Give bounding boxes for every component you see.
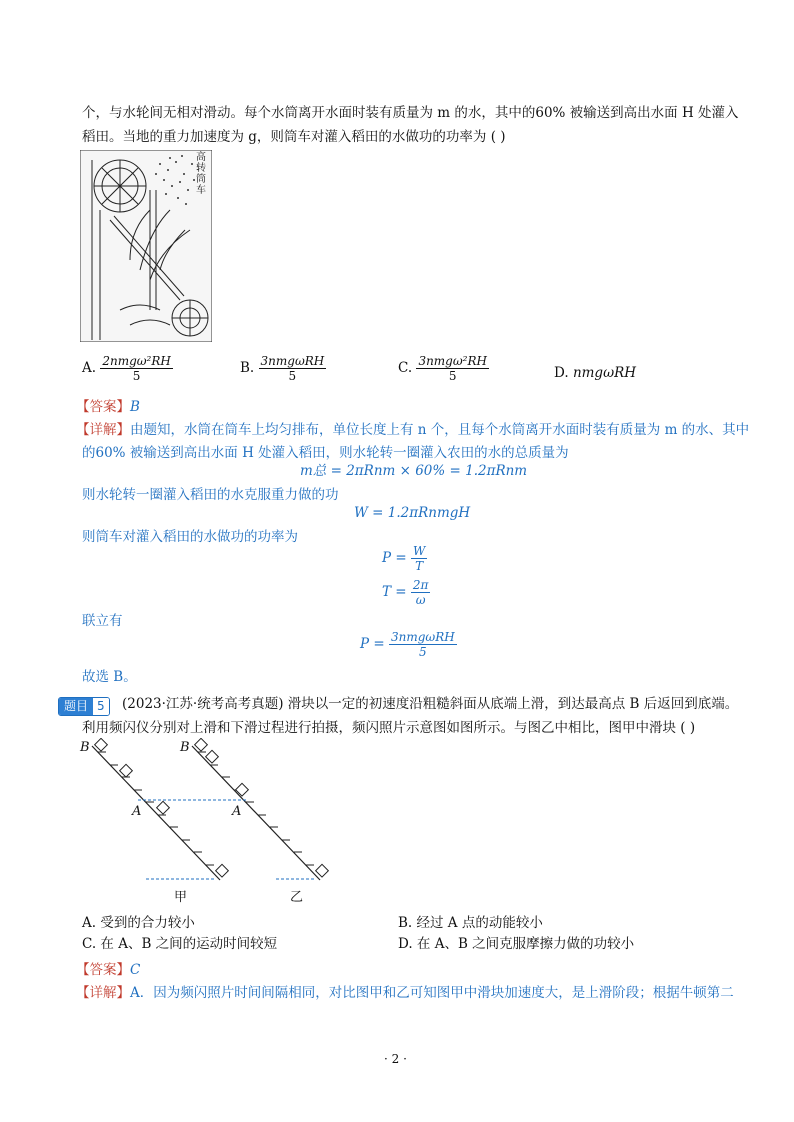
q4-option-c-label: C. (398, 360, 413, 376)
q4-option-b-label: B. (240, 360, 255, 376)
q4-equation-3 (382, 544, 427, 573)
q4-option-c-den: 5 (448, 369, 457, 383)
q4-detail-line6: 故选 B。 (82, 669, 137, 685)
q5-detail-line1 (76, 984, 734, 1002)
q4-detail-line3: 则水轮转一圈灌入稻田的水克服重力做的功 (82, 487, 339, 503)
q4-eq3-frac (411, 544, 427, 573)
q4-option-d-label: D. (554, 365, 569, 381)
q5-detail-text1: A．因为频闪照片时间间隔相同，对比图甲和乙可知图甲中滑块加速度大，是上滑阶段；根据牛顿第二 (130, 985, 734, 1001)
q4-detail-line1 (76, 421, 749, 439)
q4-option-b-den: 5 (288, 369, 297, 383)
fig-label-b-jia: B (80, 740, 90, 755)
q4-option-d-text: nmgωRH (572, 365, 637, 381)
q5-badge (58, 695, 110, 716)
q4-equation-5 (360, 630, 457, 659)
q4-eq4-lhs: T = (382, 584, 407, 600)
fig-label-a-jia: A (132, 804, 142, 819)
q4-eq4-num: 2π (412, 578, 429, 592)
fig-label-b-yi: B (180, 740, 190, 755)
q4-detail-line2: 的60% 被输送到高出水面 H 处灌入稻田，则水轮转一圈灌入农田的水的总质量为 (82, 445, 569, 461)
q4-eq5-num: 3nmgωRH (390, 630, 455, 644)
fig-caption-yi: 乙 (290, 890, 304, 905)
q4-option-a-label: A. (82, 360, 97, 376)
q4-detail-line5: 联立有 (82, 613, 123, 629)
q5-text-line2: 利用频闪仪分别对上滑和下滑过程进行拍摄，频闪照片示意图如图所示。与图乙中相比，图甲中滑块 ( ) (82, 720, 696, 736)
q5-detail-tag: 【详解】 (76, 985, 130, 1001)
q5-badge-number: 5 (93, 698, 109, 715)
q4-answer (76, 398, 140, 416)
q4-eq3-num: W (412, 544, 426, 558)
q5-badge-label: 题目 (59, 698, 93, 715)
q4-eq3-den: T (415, 559, 424, 573)
q4-option-a-frac (100, 354, 173, 383)
q4-detail-line4: 则筒车对灌入稻田的水做功的功率为 (82, 529, 298, 545)
q4-option-c-frac (416, 354, 489, 383)
q5-option-c[interactable]: C. 在 A、B 之间的运动时间较短 (82, 936, 278, 952)
q5-option-b[interactable]: B. 经过 A 点的动能较小 (398, 915, 543, 931)
fig-label-a-yi: A (232, 804, 242, 819)
q4-eq4-frac (411, 578, 431, 607)
q4-detail-text1: 由题知，水筒在筒车上均匀排布，单位长度上有 n 个，且每个水筒离开水面时装有质量为 m 的水、其中 (130, 422, 750, 438)
q4-option-b-num: 3nmgωRH (260, 354, 325, 368)
q5-answer (76, 961, 140, 979)
q4-equation-2: W = 1.2πRnmgH (354, 505, 471, 521)
q5-figure (80, 738, 340, 904)
q4-text-line2: 稻田。当地的重力加速度为 g，则筒车对灌入稻田的水做功的功率为 ( ) (82, 129, 506, 145)
q5-answer-tag: 【答案】 (76, 962, 130, 978)
q4-text-line1: 个，与水轮间无相对滑动。每个水筒离开水面时装有质量为 m 的水，其中的60% 被输送到高出水面 H 处灌入 (82, 105, 739, 121)
q4-answer-tag: 【答案】 (76, 399, 130, 415)
page-number: · 2 · (384, 1052, 407, 1066)
q4-option-a-den: 5 (132, 369, 141, 383)
waterwheel-illustration (80, 150, 212, 342)
q4-option-c[interactable] (398, 354, 489, 383)
q4-option-b[interactable] (240, 354, 326, 383)
q4-eq5-lhs: P = (360, 636, 385, 652)
q4-option-a-num: 2nmgω²RH (102, 354, 171, 368)
q5-option-a[interactable]: A. 受到的合力较小 (82, 915, 195, 931)
q4-option-b-frac (259, 354, 327, 383)
q5-text-line1: (2023·江苏·统考高考真题) 滑块以一定的初速度沿粗糙斜面从底端上滑，到达最高点 B 后返回到底端。 (122, 696, 739, 712)
q4-equation-4 (382, 578, 430, 607)
q4-option-d[interactable] (554, 364, 636, 382)
q4-option-c-num: 3nmgω²RH (418, 354, 487, 368)
q4-detail-tag: 【详解】 (76, 422, 130, 438)
q4-eq4-den: ω (415, 593, 426, 607)
fig-caption-jia: 甲 (174, 890, 188, 905)
q5-option-d[interactable]: D. 在 A、B 之间克服摩擦力做的功较小 (398, 936, 635, 952)
q4-eq5-frac (389, 630, 457, 659)
q5-answer-value: C (130, 962, 141, 978)
q4-eq3-lhs: P = (382, 550, 407, 566)
q4-option-a[interactable] (82, 354, 173, 383)
q4-equation-1: m总 = 2πRnm × 60% = 1.2πRnm (300, 463, 528, 479)
illustration-caption: 高转筒车 (196, 152, 206, 196)
q4-eq5-den: 5 (419, 645, 427, 659)
q4-answer-value: B (130, 399, 140, 415)
